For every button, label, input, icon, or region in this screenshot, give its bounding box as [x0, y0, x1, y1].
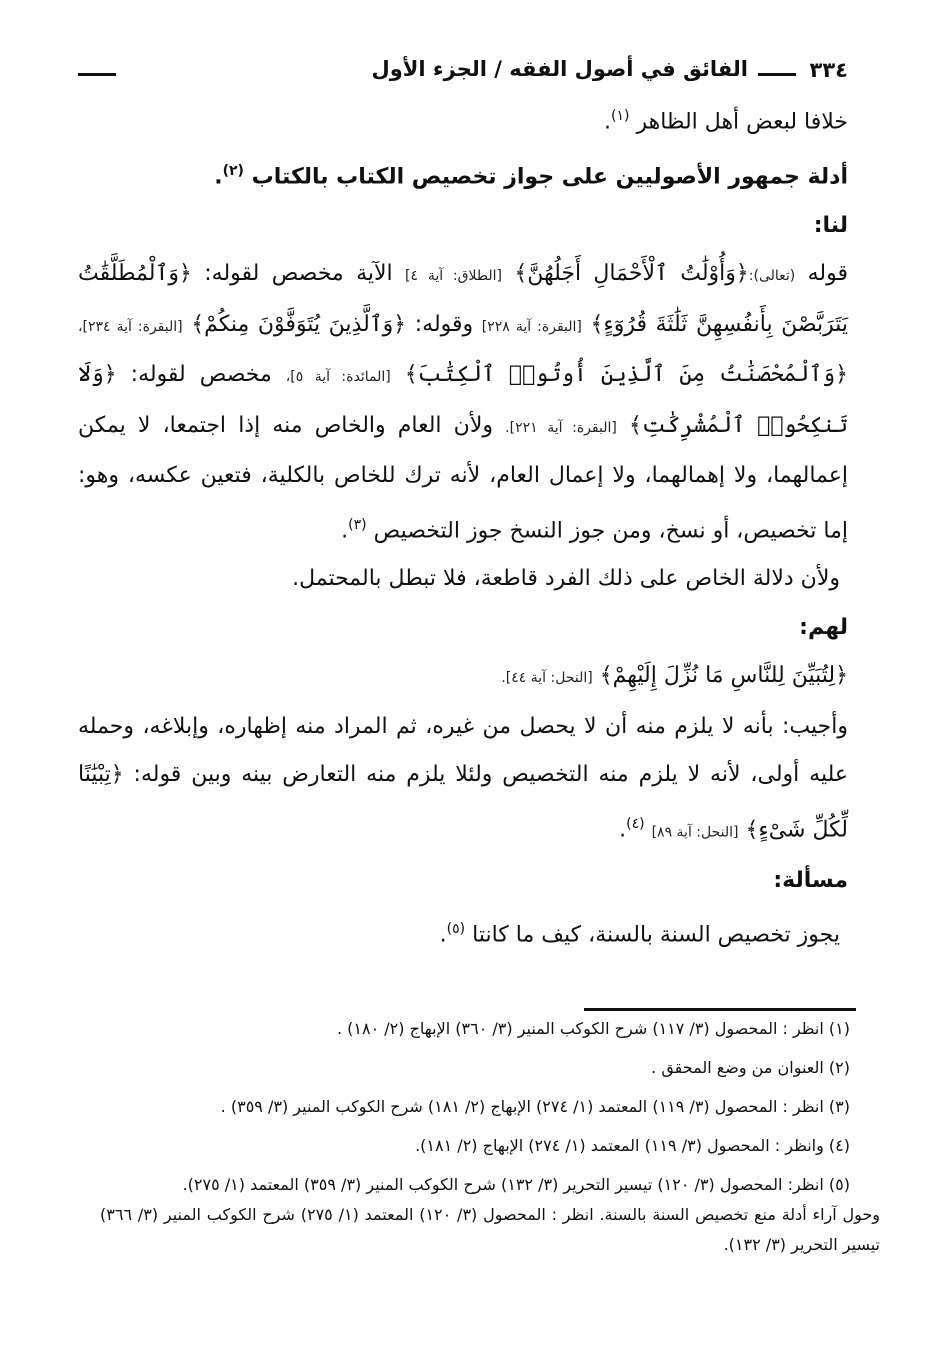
verse-ref-4: [المائدة: آية ٥]،: [285, 369, 391, 386]
verse-ref-7: [النحل: آية ٨٩]: [651, 824, 739, 841]
footnote-ref-1: (١): [611, 108, 630, 124]
footnote-1: (١) انظر : المحصول (٣/ ١١٧) شرح الكوكب المنير (٣/ ٣٦٠) الإبهاج (٢/ ١٨٠) .: [336, 1019, 850, 1038]
footnote-4: (٤) وانظر : المحصول (٣/ ١١٩) المعتمد (١/ ٢٧٤) الإبهاج (٢/ ١٨١).: [415, 1136, 850, 1155]
page-header: [78, 52, 848, 92]
header-rule-left: [78, 73, 116, 76]
quran-quote-6: ﴿لِتُبَيِّنَ لِلنَّاسِ مَا نُزِّلَ إِلَيْهِمْ﴾: [599, 663, 848, 689]
paragraph-3: ولأن دلالة الخاص على ذلك الفرد قاطعة، فلا تبطل بالمحتمل.: [292, 566, 840, 592]
running-title: الفائق في أصول الفقه / الجزء الأول: [371, 57, 748, 81]
footnote-3: (٣) انظر : المحصول (٣/ ١١٩) المعتمد (١/ ٢٧٤) الإبهاج (٢/ ١٨١) شرح الكوكب المنير (٣/ ٣٥٩) .: [220, 1097, 850, 1116]
quran-quote-1: ﴿وَأُوْلَٰتُ ٱلْأَحْمَالِ أَجَلُهُنَّ﴾: [514, 261, 749, 287]
footnote-ref-4: (٤): [626, 815, 645, 832]
header-rule-right: [758, 73, 796, 76]
paragraph-6: يجوز تخصيص السنة بالسنة، كيف ما كانتا $^{(٥)}$.: [439, 921, 840, 948]
verse-ref-2: [البقرة: آية ٢٢٨]: [481, 318, 582, 335]
quran-quote-2: ﴿وَٱلْمُطَلَّقَٰتُ يَتَرَبَّصْنَ بِأَنفُسِهِنَّ ثَلَٰثَةَ قُرُوٓءٍ﴾: [78, 261, 849, 337]
verse-ref-1: [الطلاق: آية ٤]: [405, 268, 502, 285]
paragraph-4: [78, 652, 848, 703]
quran-quote-5: ﴿وَلَا تَنكِحُوا۟ ٱلْمُشْرِكَٰتِ﴾: [78, 362, 848, 438]
footnote-ref-2: (٢): [222, 162, 244, 179]
quran-quote-7: ﴿تِبْيَٰنًا لِّكُلِّ شَىْءٍ﴾: [78, 762, 848, 843]
footnote-5: (٥) انظر: المحصول (٣/ ١٢٠) تيسير التحرير (٣/ ١٣٢) شرح الكوكب المنير (٣/ ٣٥٩) المعتمد (١/ ٢٧٥).: [182, 1175, 850, 1194]
main-text: [78, 92, 848, 960]
quran-quote-4: ﴿وَٱلْمُحْصَنَٰتُ مِنَ ٱلَّذِينَ أُوتُوا۟ ٱلْكِتَٰبَ﴾: [404, 362, 848, 388]
paragraph-5: وأجيب: بأنه لا يلزم منه أن لا يحصل من غيره، ثم المراد منه إظهاره، وإبلاغه، وحمله عليه أولى، لأنه لا يلزم منه التخصيص ولئلا يلزم منه التعارض بينه وبين قوله: ﴿تِبْيَٰنًا لِّكُلِّ شَىْءٍ﴾ [النحل: آية ٨٩] $^{(٤)}$.: [78, 713, 848, 843]
footnotes: [100, 1014, 881, 1269]
footnote-ref-5: (٥): [446, 921, 466, 938]
section-heading: أدلة جمهور الأصوليين على جواز تخصيص الكتاب بالكتاب $^{(٢)}$.: [214, 162, 848, 190]
subheading-lana: لنا:: [813, 212, 848, 238]
footnote-2: (٢) العنوان من وضع المحقق .: [651, 1058, 850, 1077]
footnote-5-continuation: وحول آراء أدلة منع تخصيص السنة بالسنة. انظر : المحصول (٣/ ١٢٠) المعتمد (١/ ٢٧٥) شرح الكوكب المنير (٣/ ٣٦٦) تيسير التحرير (٣/ ١٣٢).: [100, 1205, 881, 1254]
verse-ref-5: [البقرة: آية ٢٢١].: [505, 419, 617, 436]
page-number: ٣٣٤: [809, 58, 848, 82]
subheading-lahum: لهم:: [799, 614, 848, 640]
quran-quote-3: ﴿وَٱلَّذِينَ يُتَوَفَّوْنَ مِنكُمْ﴾: [191, 311, 407, 337]
paragraph-1: خلافا لبعض أهل الظاهر $^{(١)}$.: [604, 108, 848, 135]
footnote-ref-3: (٣): [348, 516, 367, 533]
verse-ref-6: [النحل: آية ٤٤].: [501, 670, 593, 687]
footnote-separator: [584, 1008, 856, 1011]
verse-ref-3: [البقرة: آية ٢٣٤]،: [78, 318, 183, 335]
paragraph-2: قوله (تعالى):﴿وَأُوْلَٰتُ ٱلْأَحْمَالِ أَجَلُهُنَّ﴾ [الطلاق: آية ٤] الآية مخصص لقوله: ﴿وَٱلْمُطَلَّقَٰتُ يَتَرَبَّصْنَ بِأَنفُسِهِنَّ ثَلَٰثَةَ قُرُوٓءٍ﴾ [البقرة: آية ٢٢٨] وقوله: ﴿وَٱلَّذِينَ يُتَوَفَّوْنَ مِنكُمْ﴾ [البقرة: آية ٢٣٤]، ﴿وَٱلْمُحْصَنَٰتُ مِنَ ٱلَّذِينَ أُوتُوا۟ ٱلْكِتَٰبَ﴾ [المائدة: آية ٥]، مخصص لقوله: ﴿وَلَا تَنكِحُوا۟ ٱلْمُشْرِكَٰتِ﴾ [البقرة: آية ٢٢١]. ولأن العام والخاص منه إذا اجتمعا، لا يمكن إعمالهما، ولا إهمالهما، ولا إعمال العام، لأنه ترك للخاص بالكلية، فتعين عكسه، وهو: إما تخصيص، أو نسخ، ومن جوز النسخ جوز التخصيص $^{(٣)}$.: [78, 261, 849, 543]
subheading-masala: مسألة:: [773, 867, 848, 893]
